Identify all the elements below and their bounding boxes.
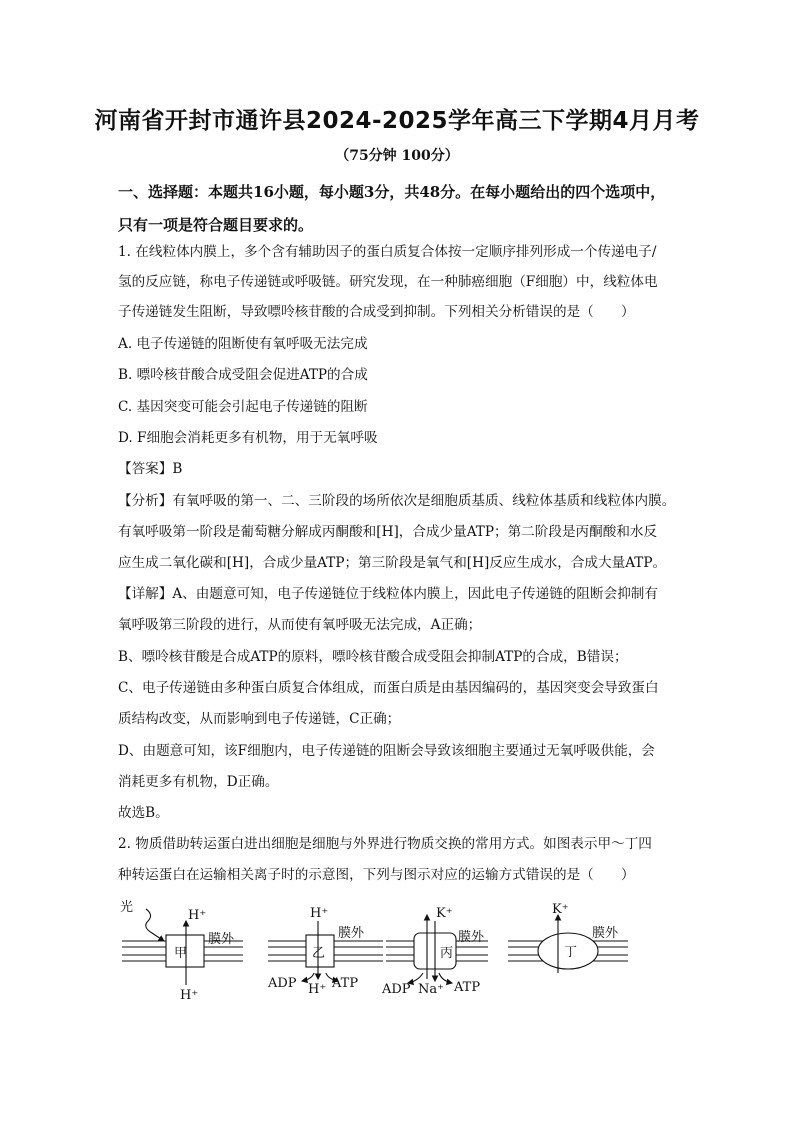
- q1-detail-line: D、由题意可知，该F细胞内，电子传递链的阻断会导致该细胞主要通过无氧呼吸供能，会: [118, 743, 655, 759]
- q1-stem-line: 氢的反应链，称电子传递链或呼吸链。研究发现，在一种肺癌细胞（F细胞）中，线粒体电: [118, 274, 658, 290]
- bing-k-label: K⁺: [436, 906, 453, 921]
- yi-adp-label: ADP: [268, 976, 297, 991]
- bing-outside-label: 膜外: [458, 930, 485, 945]
- jia-h-bottom-label: H⁺: [180, 988, 199, 1003]
- q1-analysis-line: 有氧呼吸第一阶段是葡萄糖分解成丙酮酸和[H]，合成少量ATP；第二阶段是丙酮酸和水反: [118, 524, 658, 540]
- yi-h-bottom-label: H⁺: [308, 982, 327, 997]
- bing-atp-label: ATP: [454, 980, 481, 995]
- yi-outside-label: 膜外: [338, 926, 365, 941]
- q1-stem-line: 1. 在线粒体内膜上，多个含有辅助因子的蛋白质复合体按一定顺序排列形成一个传递电子/: [118, 244, 657, 260]
- q1-option-b: B. 嘌呤核苷酸合成受阻会促进ATP的合成: [118, 367, 368, 383]
- jia-h-top-label: H⁺: [188, 908, 207, 923]
- q1-detail-line: B、嘌呤核苷酸是合成ATP的原料，嘌呤核苷酸合成受阻会抑制ATP的合成，B错误；: [118, 649, 628, 665]
- yi-atp-label: ATP: [332, 976, 359, 991]
- q1-stem-line: 子传递链发生阻断，导致嘌呤核苷酸的合成受到抑制。下列相关分析错误的是（ ）: [118, 304, 635, 320]
- q1-detail-line: 消耗更多有机物，D正确。: [118, 774, 279, 790]
- jia-outside-label: 膜外: [208, 932, 235, 947]
- yi-h-top-label: H⁺: [310, 906, 329, 921]
- q1-detail-line: 氧呼吸第三阶段的进行，从而使有氧呼吸无法完成，A正确；: [118, 617, 482, 633]
- yi-adp-arrow: [302, 973, 314, 981]
- transport-protein-figure: [118, 893, 678, 1003]
- ding-k-label: K⁺: [552, 902, 569, 917]
- q1-detail-line: 故选B。: [118, 805, 169, 821]
- panel-yi-label: 乙: [312, 946, 326, 961]
- q1-answer: 【答案】B: [118, 461, 183, 477]
- panel-bing-label: 丙: [440, 946, 454, 961]
- q1-detail-line: 【详解】A、由题意可知，电子传递链位于线粒体内膜上，因此电子传递链的阻断会抑制有: [118, 586, 658, 602]
- q1-analysis-line: 【分析】有氧呼吸的第一、二、三阶段的场所依次是细胞质基质、线粒体基质和线粒体内膜。: [118, 493, 676, 509]
- section-heading: 一、选择题：本题共16小题，每小题3分，共48分。在每小题给出的四个选项中，只有一项是符合题目要求的。: [118, 183, 666, 234]
- q1-option-d: D. F细胞会消耗更多有机物，用于无氧呼吸: [118, 430, 378, 446]
- q1-option-a: A. 电子传递链的阻断使有氧呼吸无法完成: [118, 336, 368, 352]
- q1-detail-line: 质结构改变，从而影响到电子传递链，C正确；: [118, 711, 401, 727]
- page-title: 河南省开封市通许县2024-2025学年高三下学期4月月考: [94, 108, 700, 134]
- ding-outside-label: 膜外: [592, 926, 619, 941]
- light-arrow: [146, 909, 164, 941]
- q2-stem-line: 种转运蛋白在运输相关离子时的示意图，下列与图示对应的运输方式错误的是（ ）: [118, 867, 635, 883]
- q1-analysis-line: 应生成二氧化碳和[H]，合成少量ATP；第三阶段是氧气和[H]反应生成水，合成大量ATP。: [118, 555, 667, 571]
- panel-ding-label: 丁: [564, 945, 578, 960]
- light-label: 光: [120, 900, 134, 915]
- bing-na-label: Na⁺: [418, 982, 444, 997]
- q1-detail-line: C、电子传递链由多种蛋白质复合体组成，而蛋白质是由基因编码的，基因突变会导致蛋白: [118, 680, 659, 696]
- bing-adp-label: ADP: [382, 982, 411, 997]
- panel-jia-label: 甲: [174, 946, 188, 961]
- q1-option-c: C. 基因突变可能会引起电子传递链的阻断: [118, 399, 368, 415]
- exam-duration-score: （75分钟 100分）: [335, 148, 459, 164]
- q2-stem-line: 2. 物质借助转运蛋白进出细胞是细胞与外界进行物质交换的常用方式。如图表示甲～丁四: [118, 836, 652, 852]
